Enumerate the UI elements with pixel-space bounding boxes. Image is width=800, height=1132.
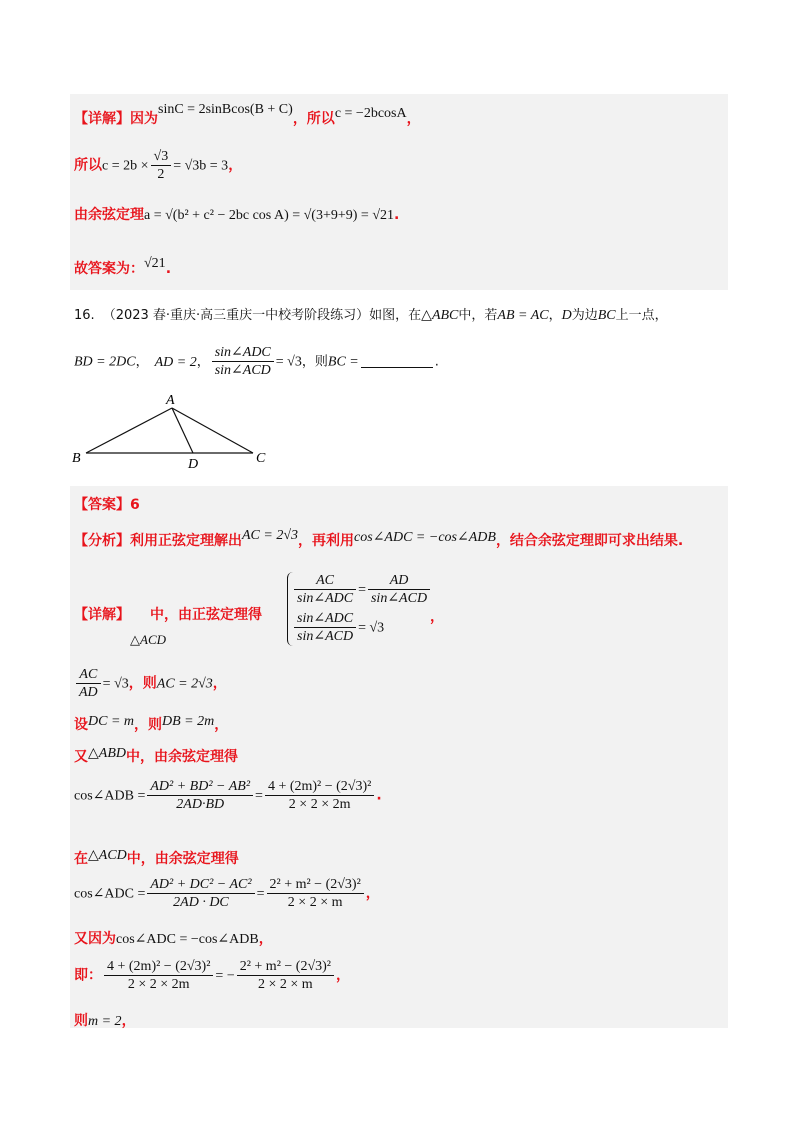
text-4: 上一点， <box>615 308 668 323</box>
text-1: 中，若 <box>458 308 498 323</box>
cond-ab-ac: AB = AC <box>497 308 549 323</box>
r3-text: 中，由余弦定理得 <box>125 749 238 765</box>
eq-sinC: sinC = 2sinBcos(B + C) <box>158 102 293 117</box>
r1-then: ，则 <box>128 675 157 692</box>
fraction-num: AD <box>368 572 430 590</box>
system-end <box>430 606 444 626</box>
comma: ， <box>406 111 421 127</box>
fraction-den: 2 <box>157 167 165 182</box>
detail-line-2 <box>74 148 242 183</box>
r4-left: cos∠ADB = <box>74 788 146 804</box>
fraction-num: 2² + m² − (2√3)² <box>267 876 364 894</box>
step-set-row <box>74 714 228 734</box>
step-because-row <box>74 928 273 948</box>
system-row-1 <box>292 572 432 607</box>
label-b: B <box>72 451 81 466</box>
r5-label: 在 <box>74 851 88 867</box>
text-3: 为边 <box>571 308 598 323</box>
r7-label: 又因为 <box>74 931 116 947</box>
r2-eq1: DC = m <box>88 714 135 729</box>
fraction-den: 2AD · DC <box>173 895 229 910</box>
point-d: D <box>561 308 572 323</box>
so-label: ，所以 <box>292 111 335 127</box>
edge-bc: BC <box>597 308 616 323</box>
label-a: A <box>166 393 175 408</box>
answer-row <box>74 494 140 514</box>
fraction-den: sin∠ACD <box>370 591 428 606</box>
answer-line <box>74 258 171 278</box>
r1-right: = √3 <box>102 676 129 692</box>
detail-line-3 <box>74 204 399 224</box>
r4-end: . <box>376 787 382 804</box>
r8-frac-2 <box>237 958 334 993</box>
r9-label: 则 <box>74 1013 88 1029</box>
comma-2: ， <box>228 157 243 174</box>
cond-bd-2dc: BD = 2DC <box>74 354 136 370</box>
detail-label: 【详解】因为 <box>74 111 158 127</box>
sys-frac-3 <box>294 610 356 645</box>
analysis-eq-1: AC = 2√3 <box>242 528 299 543</box>
r3-tri: △ABD <box>88 746 126 761</box>
r2-then: ，则 <box>134 717 163 733</box>
law-label: 由余弦定理 <box>74 207 144 223</box>
fraction-num: AC <box>294 572 356 590</box>
fraction-den: 2 × 2 × m <box>287 895 343 910</box>
r4-frac-2 <box>265 778 374 813</box>
fraction-den: sin∠ACD <box>297 629 354 644</box>
sys-frac-1 <box>294 572 356 607</box>
fraction-num: 4 + (2m)² − (2√3)² <box>104 958 213 976</box>
r9-eq: m = 2 <box>88 1014 122 1029</box>
sep-1: ， <box>135 354 149 370</box>
answer-value: √21 <box>144 256 166 271</box>
frac-ac-ad <box>76 666 101 701</box>
step-ac-row <box>74 666 227 701</box>
eq-c: c = −2bcosA <box>334 106 407 121</box>
then: ，则 <box>301 354 328 370</box>
fraction-num: sin∠ADC <box>212 344 274 362</box>
r6-frac-1 <box>147 876 254 911</box>
label-c: C <box>256 451 266 466</box>
fraction-den: 2AD·BD <box>176 797 225 812</box>
problem-number: 16. <box>74 308 95 323</box>
eq-c-right: = √3b = 3 <box>173 158 229 174</box>
cos-adb-row <box>74 778 382 813</box>
r8-frac-1 <box>104 958 213 993</box>
triangle-abc: △ABC <box>421 308 459 323</box>
r4-frac-1 <box>147 778 253 813</box>
r2-set: 设 <box>74 717 88 733</box>
equals: = <box>255 788 263 804</box>
analysis-label: 【分析】利用正弦定理解出 <box>74 533 242 549</box>
sys-right: = √3 <box>358 620 385 636</box>
r8-end: ， <box>336 967 350 984</box>
r3-label: 又 <box>74 749 88 765</box>
triangle-figure <box>68 392 278 472</box>
fraction-num: √3 <box>151 148 172 166</box>
segment-ad <box>172 408 193 453</box>
solution-detail-label: 【详解】 <box>74 607 130 623</box>
eq-a: a = √(b² + c² − 2bc cos A) = √(3+9+9) = √21 <box>144 208 395 223</box>
r5-tri: △ACD <box>88 848 127 863</box>
detail-label-row <box>74 604 262 624</box>
side-ac <box>172 408 253 453</box>
fraction-num: AD² + DC² − AC² <box>147 876 254 894</box>
fraction-num: 4 + (2m)² − (2√3)² <box>265 778 374 796</box>
period: . <box>394 207 400 223</box>
detail-line-1 <box>74 102 421 128</box>
frac-right: = √3 <box>275 354 302 370</box>
fraction-num: AC <box>76 666 101 684</box>
label-d: D <box>188 457 199 472</box>
r2-eq2: DB = 2m <box>162 714 215 729</box>
eq-c-left: c = 2b × <box>102 158 149 174</box>
fraction-den: AD <box>79 685 98 700</box>
fraction-den: 2 × 2 × 2m <box>288 797 351 812</box>
analysis-eq-2: cos∠ADC = −cos∠ADB <box>354 530 496 545</box>
fraction-sin-ratio <box>212 344 274 379</box>
detail-triangle <box>130 632 166 648</box>
end: . <box>434 354 439 370</box>
detail-mid: 中，由正弦定理得 <box>150 607 262 623</box>
cos-adc-row <box>74 876 380 911</box>
answer-label: 故答案为： <box>74 261 144 277</box>
system-row-2 <box>292 610 384 645</box>
so-label-2: 所以 <box>74 157 102 174</box>
fraction-sqrt3-2 <box>151 148 172 183</box>
answer-blank[interactable] <box>361 367 433 368</box>
r8-mid: = − <box>215 968 235 984</box>
cond-ad-2: AD = 2 <box>154 354 197 370</box>
r1-eq: AC = 2√3 <box>156 676 213 692</box>
side-ab <box>86 408 172 453</box>
fraction-den: 2 × 2 × 2m <box>127 977 190 992</box>
fraction-den: sin∠ACD <box>214 363 271 378</box>
triangle-acd: △ACD <box>130 632 166 647</box>
r6-left: cos∠ADC = <box>74 886 146 902</box>
sep-2: ， <box>196 354 210 370</box>
sys-frac-2 <box>368 572 430 607</box>
analysis-end: ，结合余弦定理即可求出结果. <box>495 533 684 549</box>
problem-source: （2023 春·重庆·高三重庆一中校考阶段练习）如图，在 <box>102 308 422 323</box>
r2-end: ， <box>214 717 229 733</box>
r5-text: 中，由余弦定理得 <box>126 851 239 867</box>
r9-end: ， <box>121 1013 136 1029</box>
answer-end: . <box>165 261 172 277</box>
fraction-num: AD² + BD² − AB² <box>147 778 253 796</box>
r6-end: ， <box>365 885 380 902</box>
r7-end: ， <box>258 931 273 947</box>
solution-answer-label: 【答案】6 <box>74 497 140 513</box>
r6-frac-2 <box>267 876 364 911</box>
equals: = <box>256 886 265 902</box>
r1-end: ， <box>212 675 227 692</box>
analysis-row <box>74 530 683 550</box>
fraction-den: sin∠ADC <box>297 591 354 606</box>
sys-end: ， <box>430 609 444 625</box>
problem-statement-line-2 <box>74 344 439 379</box>
equals: = <box>358 582 366 598</box>
step-acd-row <box>74 848 239 868</box>
ask-bc: BC = <box>327 354 359 370</box>
step-equation-row <box>74 958 350 993</box>
fraction-num: sin∠ADC <box>294 610 356 628</box>
fraction-den: 2 × 2 × m <box>258 977 313 992</box>
fraction-num: 2² + m² − (2√3)² <box>237 958 334 976</box>
text-2: ， <box>548 308 562 323</box>
r7-eq: cos∠ADC = −cos∠ADB <box>116 932 259 947</box>
step-abd-row <box>74 746 238 766</box>
problem-statement-line-1 <box>74 304 668 324</box>
analysis-mid: ，再利用 <box>298 533 355 549</box>
step-result-row <box>74 1010 136 1030</box>
r8-label: 即： <box>74 967 102 984</box>
